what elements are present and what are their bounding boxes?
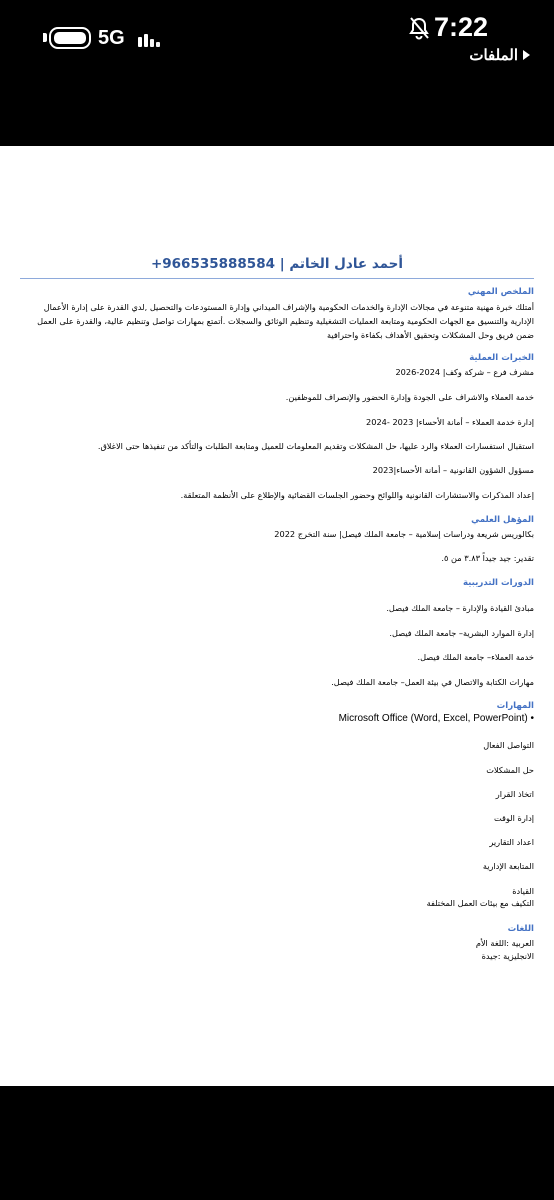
summary-heading: الملخص المهني (467, 287, 534, 297)
bottom-black-area (0, 1086, 554, 1200)
experience-item: مسؤول الشؤون القانونية – أمانة الأحساء|2023 (372, 465, 534, 475)
education-degree: بكالوريس شريعة ودراسات إسلامية – جامعة الملك فيصل| سنة التخرج 2022 (274, 529, 534, 539)
language-item: الانجليزية :جيدة (481, 951, 534, 961)
skill-item: حل المشكلات (486, 765, 534, 775)
back-label: الملفات (469, 47, 518, 64)
status-bar (0, 0, 554, 75)
skill-item: التكيف مع بيئات العمل المختلفة (426, 898, 534, 908)
skill-item: إدارة الوقت (494, 813, 534, 823)
skill-item: التواصل الفعال (483, 740, 534, 750)
summary-text: أمتلك خبرة مهنية متنوعة في مجالات الإدارة والخدمات الحكومية والإشراف الميداني وإدارة المستودعات والتحصيل ,لدي القدرة على إدارة الأعمال الإدارية والتنسيق مع الجهات الحكومية ومتابعة العمليات التشغيلية وتنظيم الوثائق والسجلات .أتمتع بمهارات تواصل وتنظيم عالية، والقدرة على العمل ضمن فريق وحل المشكلات وتحقيق الأهداف بكفاءة واحترافية (37, 302, 534, 340)
document-page[interactable] (0, 146, 554, 1086)
battery-icon (49, 27, 91, 49)
courses-heading: الدورات التدريبية (462, 578, 534, 588)
course-item: خدمة العملاء– جامعة الملك فيصل. (417, 652, 534, 662)
skill-item: القيادة (512, 886, 534, 896)
education-grade: تقدير: جيد جيداً ٣.٨٣ من ٥. (441, 553, 534, 563)
signal-icon (138, 29, 162, 47)
experience-item: خدمة العملاء والاشراف على الجودة وإدارة الحضور والإنصراف للموظفين. (285, 392, 534, 402)
clock: 7:22 (433, 12, 488, 42)
experience-item: إعداد المذكرات والاستشارات القانونية واللوائح وحضور الجلسات القضائية والإطلاع على الأنظمة المتعلقة. (180, 490, 534, 500)
experience-item: إدارة خدمة العملاء – أمانة الأحساء| 2023 -2024 (366, 417, 534, 427)
course-item: مبادئ القيادة والإدارة – جامعة الملك فيصل. (386, 603, 534, 613)
language-item: العربية :اللغة الأم (475, 938, 534, 948)
languages-heading: اللغات (507, 924, 534, 934)
bell-muted-icon (408, 16, 430, 40)
experience-heading: الخبرات العملية (469, 353, 534, 363)
experience-item: مشرف فرع – شركة وكف| 2024-2026 (395, 367, 534, 377)
skill-item: اعداد التقارير (489, 837, 534, 847)
header-divider (20, 278, 534, 279)
skill-item: اتخاذ القرار (495, 789, 534, 799)
battery-cap (43, 33, 47, 42)
resume-header: أحمد عادل الخاتم | 966535888584+ (150, 256, 404, 272)
education-heading: المؤهل العلمي (471, 515, 534, 525)
skill-item: المتابعة الإدارية (482, 861, 534, 871)
back-to-files-button[interactable] (469, 44, 530, 66)
course-item: مهارات الكتابة والاتصال في بيئة العمل– جامعة الملك فيصل. (331, 677, 534, 687)
network-type: 5G (98, 27, 125, 49)
course-item: إدارة الموارد البشرية– جامعة الملك فيصل. (389, 628, 534, 638)
back-arrow-icon (523, 50, 530, 60)
experience-item: استقبال استفسارات العملاء والرد عليها، حل المشكلات وتقديم المعلومات للعميل ومتابعة الطلبات والتأكد من تنفيذها حتى الاغلاق. (97, 441, 534, 451)
skills-heading: المهارات (496, 701, 534, 711)
skill-office: Microsoft Office (Word, Excel, PowerPoint) • (338, 713, 534, 724)
